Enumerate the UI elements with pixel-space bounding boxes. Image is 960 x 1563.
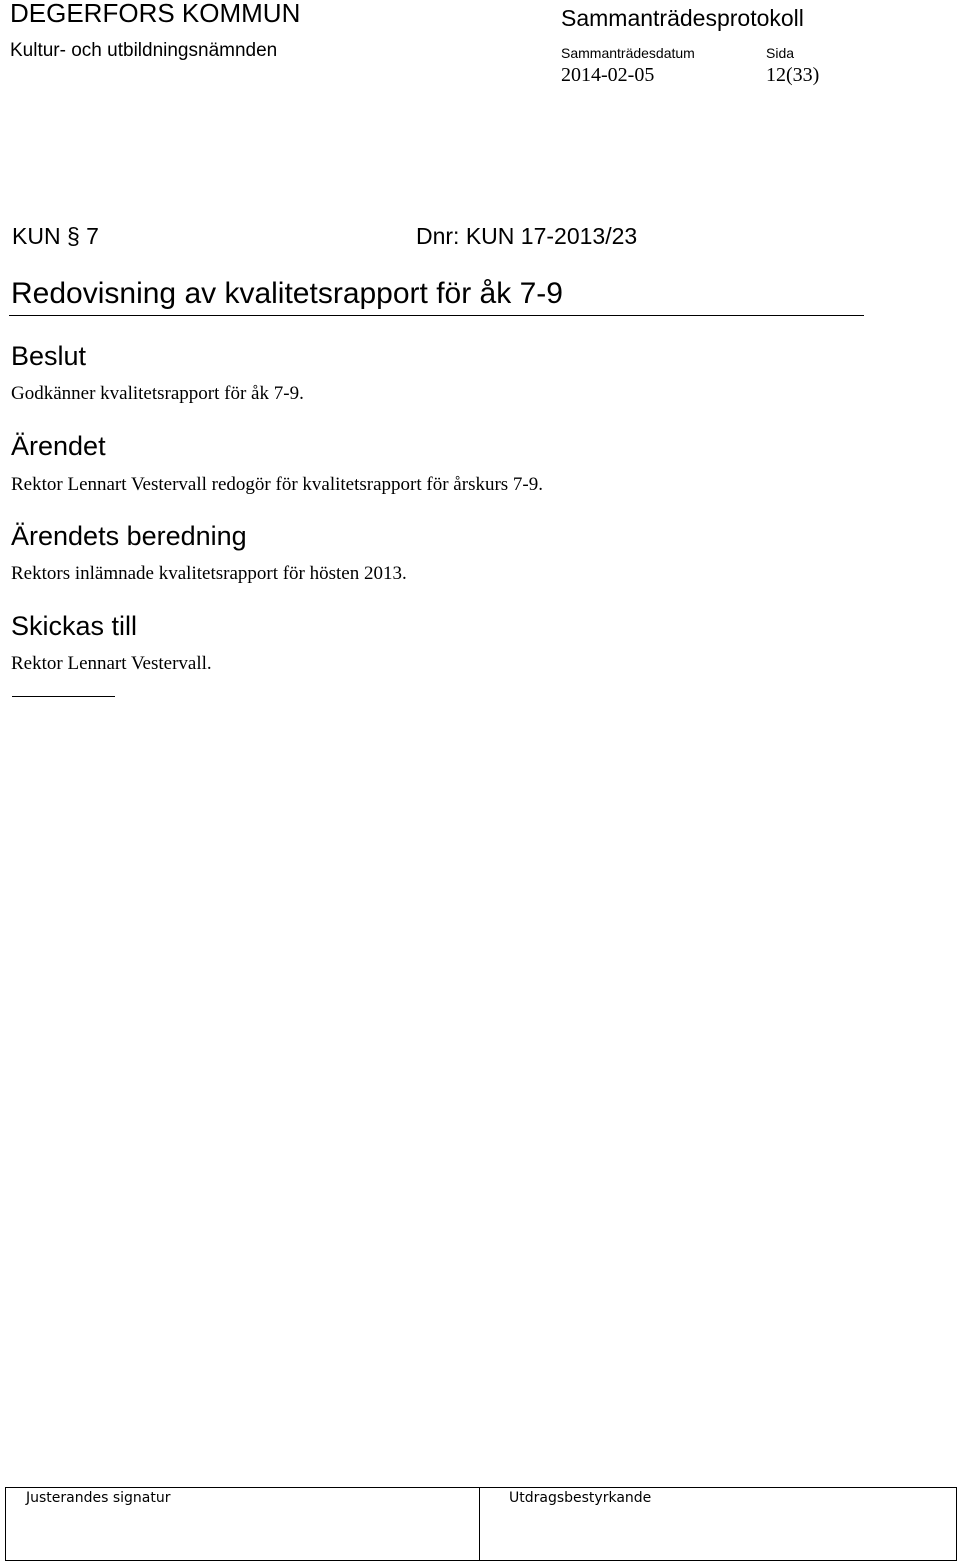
case-registration-number: Dnr: KUN 17-2013/23: [416, 223, 638, 249]
signature-field-label: Justerandes signatur: [26, 1490, 171, 1506]
section-heading-preparation: Ärendets beredning: [11, 521, 247, 551]
section-text-preparation: Rektors inlämnade kvalitetsrapport för hösten 2013.: [11, 563, 407, 584]
section-heading-matter: Ärendet: [11, 431, 106, 461]
document-type: Sammanträdesprotokoll: [561, 5, 804, 31]
section-text-decision: Godkänner kvalitetsrapport för åk 7-9.: [11, 383, 304, 404]
page-number: 12(33): [766, 64, 820, 86]
case-paragraph-number: KUN § 7: [12, 223, 99, 249]
section-text-send-to: Rektor Lennart Vestervall.: [11, 653, 212, 674]
section-heading-send-to: Skickas till: [11, 611, 138, 641]
meeting-date-label: Sammanträdesdatum: [561, 45, 695, 61]
signature-box-divider: [479, 1487, 480, 1560]
end-of-section-rule: [12, 696, 115, 697]
certification-field-label: Utdragsbestyrkande: [509, 1490, 652, 1506]
meeting-date-value: 2014-02-05: [561, 64, 655, 86]
page-label: Sida: [766, 45, 795, 61]
case-title: Redovisning av kvalitetsrapport för åk 7-9: [11, 277, 563, 310]
committee-name: Kultur- och utbildningsnämnden: [10, 40, 278, 61]
title-underline: [9, 315, 864, 316]
section-text-matter: Rektor Lennart Vestervall redogör för kvalitetsrapport för årskurs 7-9.: [11, 474, 544, 495]
section-heading-decision: Beslut: [11, 341, 87, 371]
organization-name: DEGERFORS KOMMUN: [10, 0, 301, 28]
